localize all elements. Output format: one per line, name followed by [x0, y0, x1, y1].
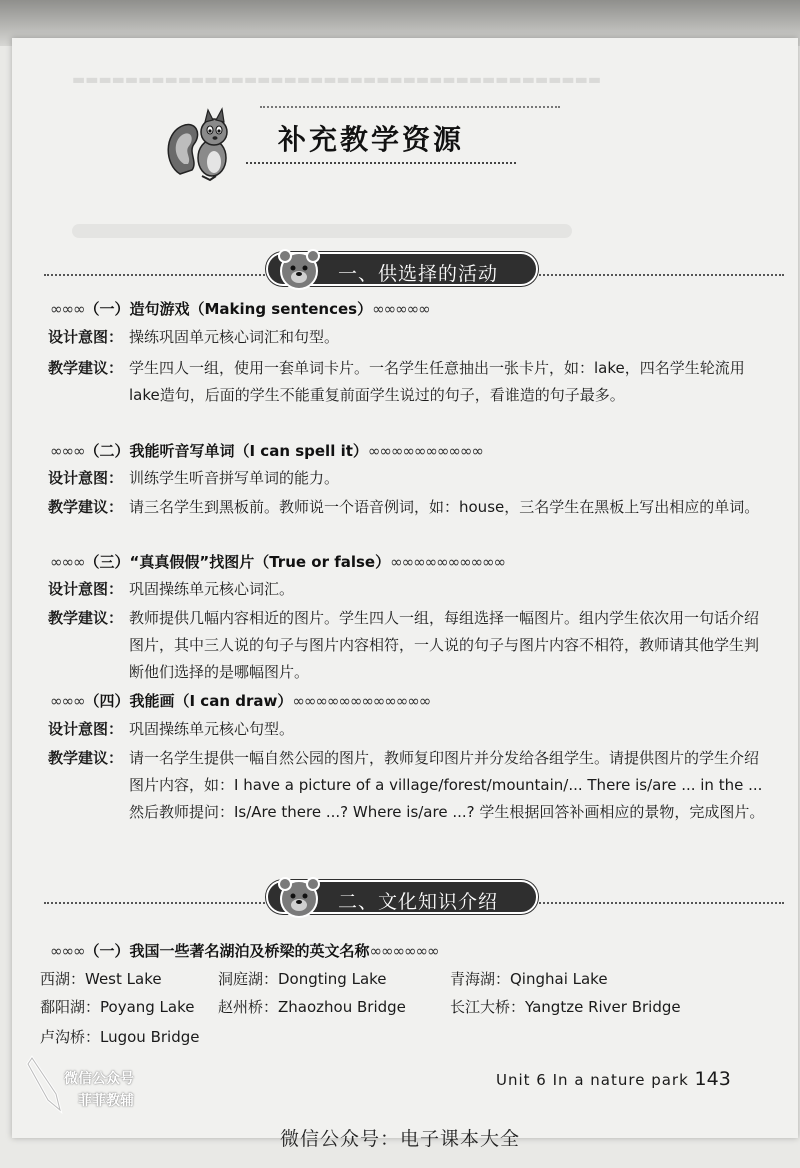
bottom-watermark: 微信公众号：电子课本大全 [279, 1128, 520, 1150]
advice-label: 教学建议： [48, 609, 124, 627]
dots-lead: ∞∞∞ [50, 442, 85, 460]
culture-item: 长江大桥：Yangtze River Bridge [450, 998, 681, 1016]
pencil-icon [26, 1054, 66, 1114]
activity-2-heading-text: （二）我能听音写单词（I can spell it） [84, 442, 368, 460]
design-label: 设计意图： [48, 469, 124, 487]
design-label: 设计意图： [48, 720, 124, 738]
design-text: 巩固操练单元核心句型。 [129, 720, 295, 738]
dots-lead: ∞∞∞ [50, 942, 85, 960]
banner-dotted-bottom [246, 162, 516, 164]
banner-title: 补充教学资源 [278, 123, 465, 156]
page-footer [496, 1068, 731, 1090]
dots-trail: ∞∞∞∞∞∞∞∞∞∞∞∞ [292, 692, 431, 710]
watermark-line1: 微信公众号 [64, 1071, 134, 1087]
culture-item: 洞庭湖：Dongting Lake [218, 970, 387, 988]
culture-item: 卢沟桥：Lugou Bridge [40, 1028, 200, 1046]
dots-lead: ∞∞∞ [50, 300, 85, 318]
culture-heading-text: （一）我国一些著名湖泊及桥梁的英文名称 [84, 942, 370, 960]
advice-label: 教学建议： [48, 498, 124, 516]
advice-text: 请一名学生提供一幅自然公园的图片，教师复印图片并分发给各组学生。请提供图片的学生介绍图片内容，如：I have a picture of a village/forest/mountain/... There is/are ... in the ... 然后教师提问：Is/Are there ...? Where is/are ...? 学生根据回答补画相应的景物，完成图片。 [129, 749, 765, 821]
section-title: 二、文化知识介绍 [338, 891, 499, 913]
culture-heading [50, 940, 439, 961]
banner-dotted-top [260, 106, 560, 108]
watermark-logo [26, 1050, 136, 1130]
design-text: 训练学生听音拼写单词的能力。 [129, 469, 340, 487]
watermark-line2: 菲菲教辅 [78, 1093, 134, 1109]
section-title: 一、供选择的活动 [338, 263, 499, 285]
dots-trail: ∞∞∞∞∞∞ [369, 942, 439, 960]
advice-label: 教学建议： [48, 359, 124, 377]
activity-1-heading [50, 298, 430, 319]
supplementary-banner [150, 92, 530, 192]
page-number: 143 [694, 1068, 731, 1090]
culture-item: 赵州桥：Zhaozhou Bridge [218, 998, 406, 1016]
dots-lead: ∞∞∞ [50, 692, 85, 710]
advice-label: 教学建议： [48, 749, 124, 767]
culture-item: 鄱阳湖：Poyang Lake [40, 998, 195, 1016]
activity-3-heading [50, 551, 505, 572]
design-label: 设计意图： [48, 328, 124, 346]
activity-4-heading [50, 690, 430, 711]
design-text: 操练巩固单元核心词汇和句型。 [129, 328, 340, 346]
section-header-culture [44, 876, 784, 916]
activity-3-heading-text: （三）“真真假假”找图片（True or false） [84, 553, 391, 571]
bear-icon [276, 246, 322, 292]
unit-label: Unit 6 In a nature park [496, 1071, 689, 1089]
dots-trail: ∞∞∞∞∞∞∞∞∞∞ [390, 553, 506, 571]
bear-icon [276, 874, 322, 920]
dots-trail: ∞∞∞∞∞ [372, 300, 430, 318]
show-through-bg: ▬▬▬▬▬▬▬▬▬▬▬▬▬▬▬▬▬▬▬▬▬▬▬▬▬▬▬▬▬▬▬▬▬▬▬▬▬▬▬▬ [72, 72, 602, 88]
design-text: 巩固操练单元核心词汇。 [129, 580, 295, 598]
show-through-band [72, 224, 572, 238]
culture-item: 青海湖：Qinghai Lake [450, 970, 608, 988]
dots-lead: ∞∞∞ [50, 553, 85, 571]
squirrel-icon [162, 104, 242, 184]
advice-text: 请三名学生到黑板前。教师说一个语音例词，如：house，三名学生在黑板上写出相应的单词。 [129, 498, 760, 516]
design-label: 设计意图： [48, 580, 124, 598]
activity-1-heading-text: （一）造句游戏（Making sentences） [84, 300, 373, 318]
section-header-activities [44, 248, 784, 288]
dots-trail: ∞∞∞∞∞∞∞∞∞∞ [367, 442, 483, 460]
activity-4-heading-text: （四）我能画（I can draw） [84, 692, 293, 710]
activity-2-heading [50, 440, 483, 461]
culture-item: 西湖：West Lake [40, 970, 162, 988]
advice-text: 教师提供几幅内容相近的图片。学生四人一组，每组选择一幅图片。组内学生依次用一句话介绍图片，其中三人说的句子与图片内容相符，一人说的句子与图片内容不相符，教师请其他学生判断他们选择的是哪幅图片。 [129, 609, 760, 681]
advice-text: 学生四人一组，使用一套单词卡片。一名学生任意抽出一张卡片，如：lake，四名学生轮流用lake造句，后面的学生不能重复前面学生说过的句子，看谁造的句子最多。 [129, 359, 745, 404]
